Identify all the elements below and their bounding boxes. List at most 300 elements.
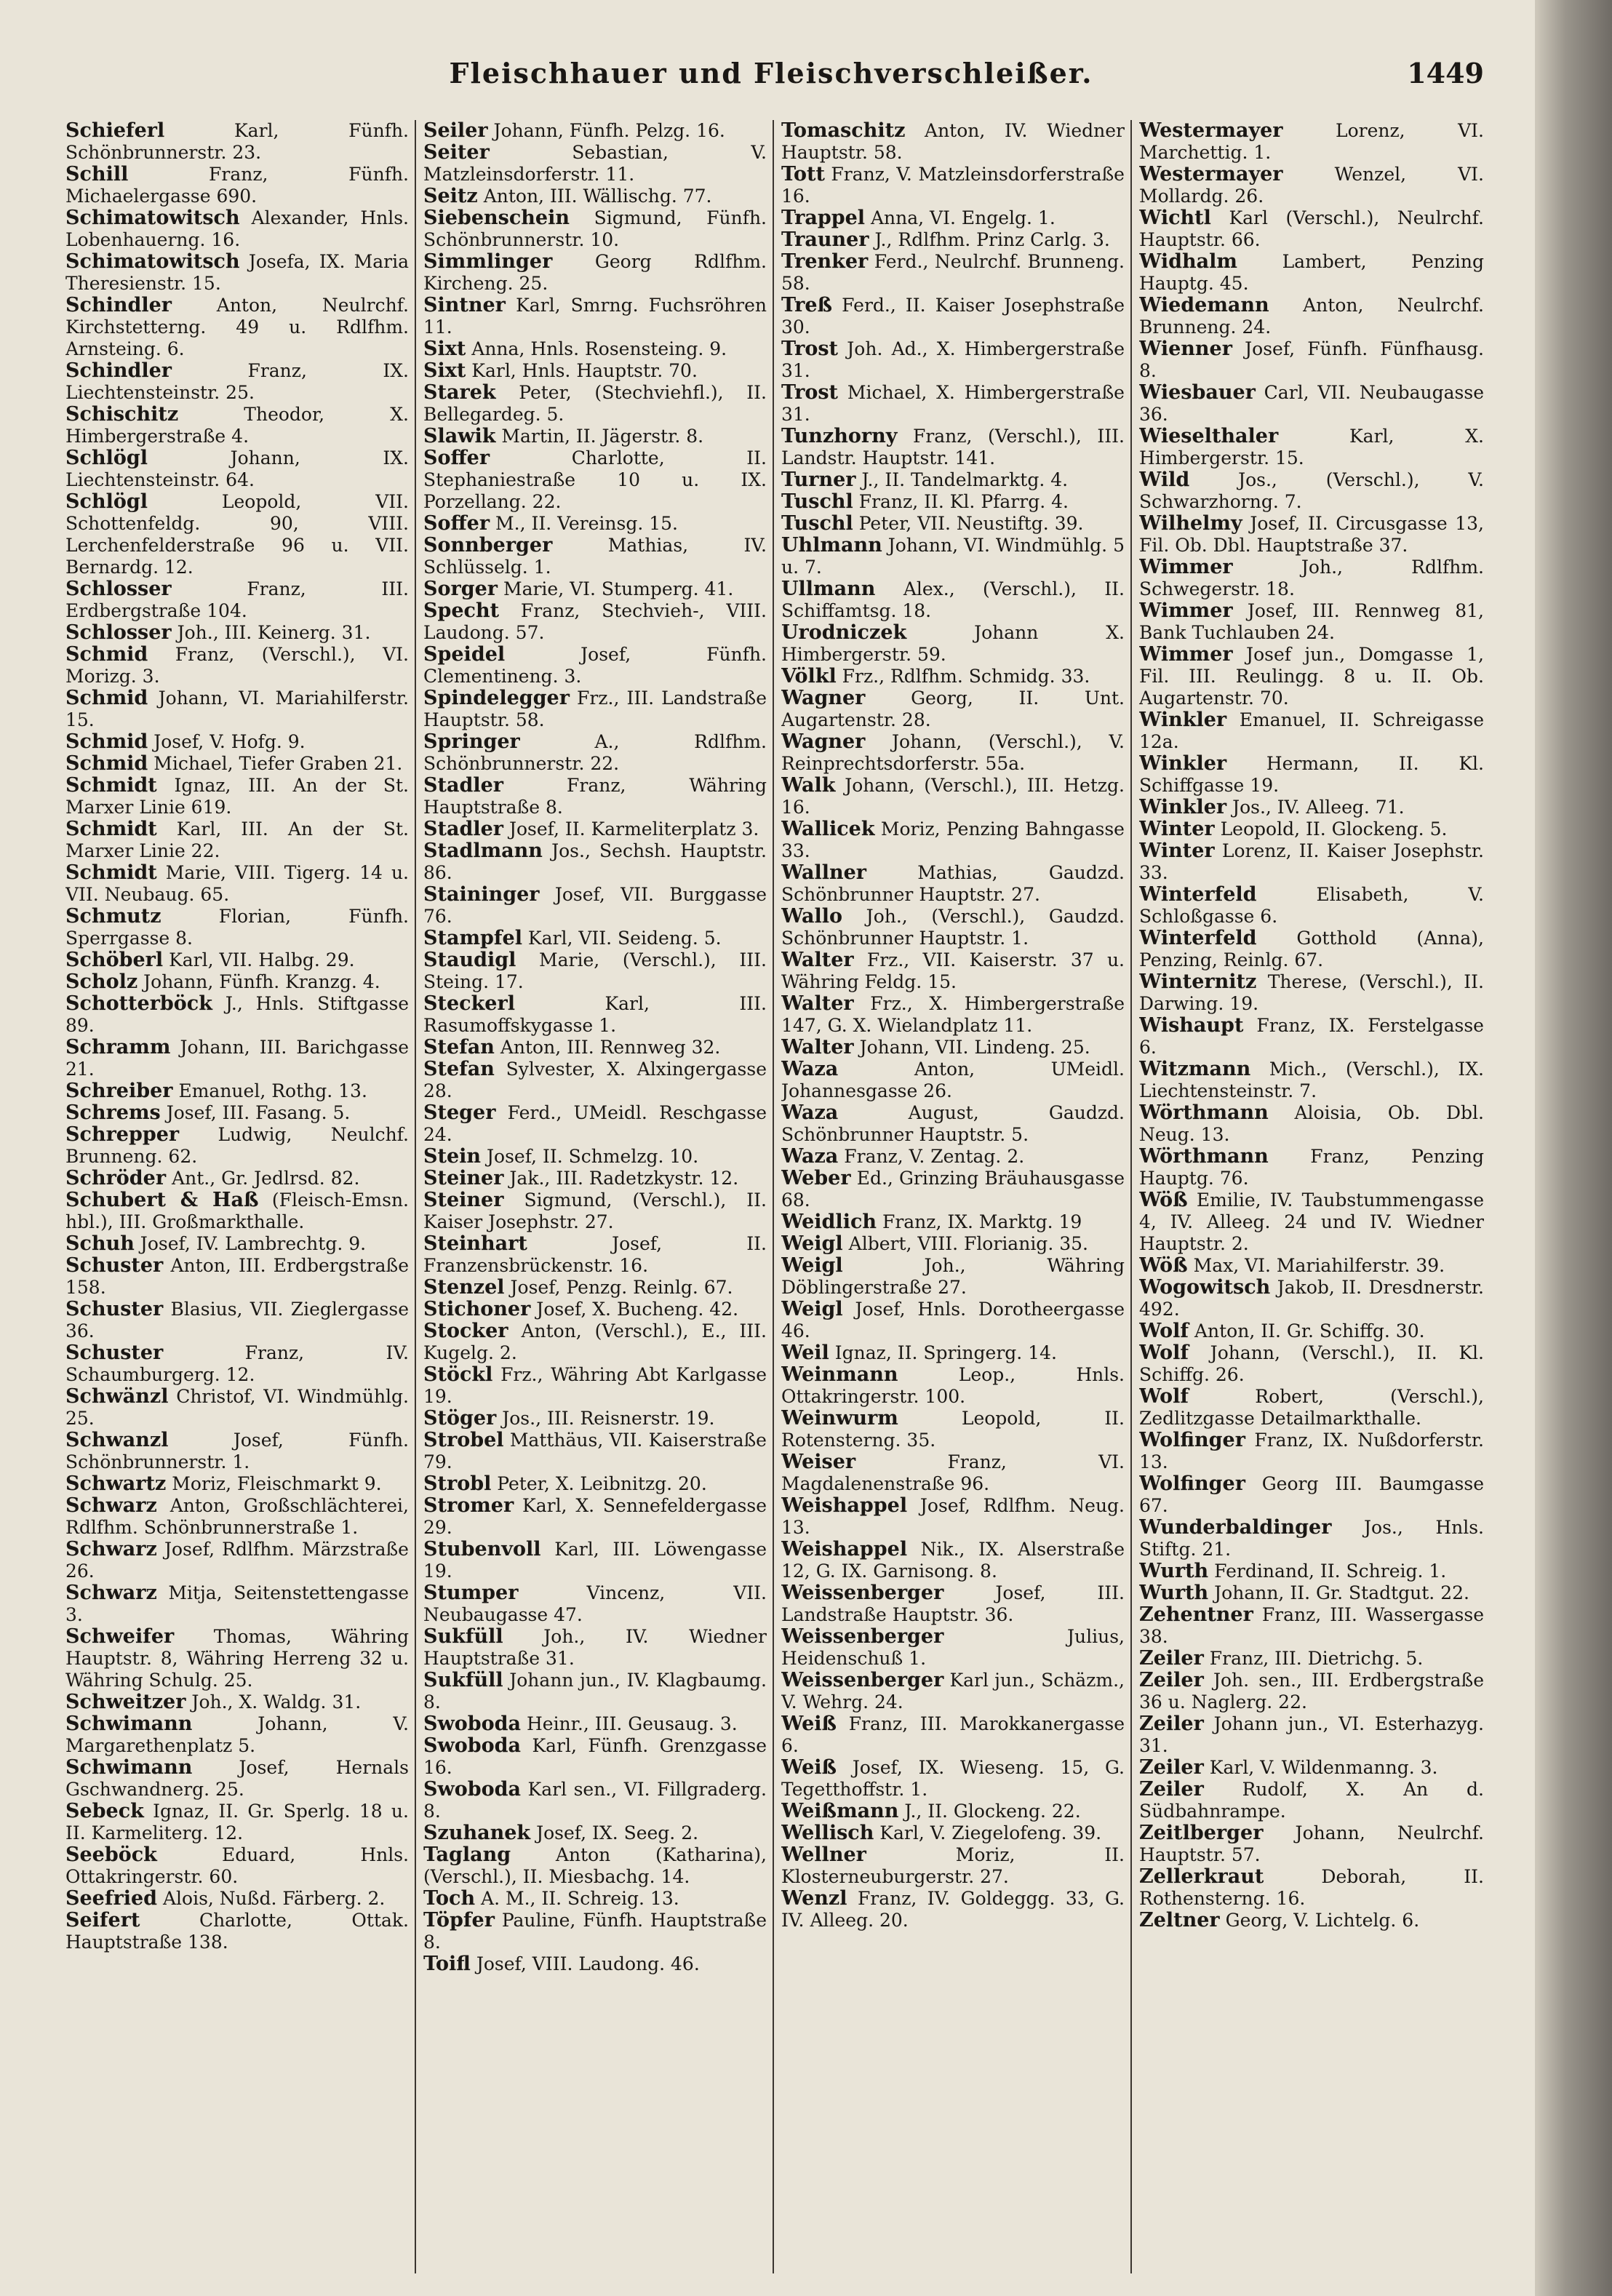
directory-entry	[65, 1080, 409, 1102]
directory-entry	[65, 207, 409, 251]
entry-surname: Trappel	[781, 207, 866, 229]
entry-details: Sigmund, Fünfh. Schönbrunnerstr. 10.	[423, 207, 767, 250]
entry-details: Josef, III. Fasang. 5.	[166, 1102, 351, 1123]
directory-entry	[423, 120, 767, 142]
entry-surname: Urodniczek	[781, 621, 907, 644]
directory-entry	[65, 360, 409, 404]
directory-entry	[781, 426, 1125, 469]
entry-surname: Stumper	[423, 1582, 519, 1604]
directory-entry	[1139, 164, 1484, 207]
entry-surname: Schwänzl	[65, 1385, 169, 1408]
entry-surname: Ullmann	[781, 578, 876, 600]
entry-surname: Wolfinger	[1139, 1429, 1245, 1451]
directory-entry	[781, 1364, 1125, 1408]
directory-entry	[1139, 1582, 1484, 1604]
directory-entry	[781, 1713, 1125, 1757]
entry-details: Lambert, Penzing Hauptg. 45.	[1139, 251, 1484, 294]
entry-surname: Wallo	[781, 905, 842, 928]
entry-details: Franz, IX. Nußdorferstr. 13.	[1139, 1430, 1484, 1472]
entry-surname: Schwanzl	[65, 1429, 169, 1451]
running-head: Fleischhauer und Fleischverschleißer.	[449, 57, 1093, 89]
entry-surname: Schuster	[65, 1254, 164, 1277]
entry-surname: Schuster	[65, 1298, 164, 1320]
entry-details: Karl, V. Wildenmanng. 3.	[1209, 1757, 1438, 1778]
entry-details: J., Hnls. Stiftgasse 89.	[65, 993, 410, 1036]
directory-entry	[1139, 1015, 1484, 1059]
entry-surname: Wolf	[1139, 1342, 1189, 1364]
directory-entry	[423, 1626, 767, 1670]
directory-entry	[423, 382, 767, 426]
directory-entry	[781, 578, 1125, 622]
directory-entry	[423, 1713, 767, 1735]
directory-entry	[781, 469, 1125, 491]
directory-entry	[1139, 295, 1484, 338]
directory-entry	[423, 1779, 767, 1822]
entry-details: Johann, (Verschl.), III. Hetzg. 16.	[781, 775, 1125, 818]
entry-surname: Spindelegger	[423, 687, 570, 709]
entry-surname: Steiner	[423, 1189, 504, 1211]
entry-surname: Treß	[781, 294, 833, 316]
entry-surname: Wogowitsch	[1139, 1276, 1271, 1299]
directory-entry	[423, 1364, 767, 1408]
directory-entry	[65, 971, 409, 993]
entry-surname: Schwimann	[65, 1756, 193, 1779]
directory-entry	[781, 295, 1125, 338]
entry-surname: Schill	[65, 163, 129, 186]
directory-entry	[781, 949, 1125, 993]
entry-surname: Stichoner	[423, 1298, 531, 1320]
entry-details: Franz, III. Dietrichg. 5.	[1209, 1648, 1424, 1669]
entry-details: Julius, Heidenschuß 1.	[781, 1626, 1125, 1669]
directory-entry	[423, 1735, 767, 1779]
entry-surname: Stöckl	[423, 1363, 493, 1386]
entry-details: Peter, (Stechviehfl.), II. Bellegardeg. 5.	[423, 382, 767, 425]
entry-surname: Wöß	[1139, 1189, 1188, 1211]
entry-surname: Scholz	[65, 970, 138, 993]
entry-details: Mathias, IV. Schlüsselg. 1.	[423, 535, 767, 578]
directory-entry	[1139, 251, 1484, 295]
entry-details: Georg, II. Unt. Augartenstr. 28.	[781, 687, 1125, 730]
entry-details: Anton, III. Erdbergstraße 158.	[65, 1255, 409, 1298]
entry-surname: Schmutz	[65, 905, 161, 928]
directory-entry	[423, 295, 767, 338]
entry-details: Ludwig, Neulchf. Brunneng. 62.	[65, 1124, 409, 1167]
entry-details: Anton, (Verschl.), E., III. Kugelg. 2.	[423, 1320, 767, 1363]
directory-entry	[65, 1888, 409, 1910]
entry-surname: Seeböck	[65, 1843, 157, 1866]
entry-details: Georg Rdlfhm. Kircheng. 25.	[423, 251, 767, 294]
entry-surname: Taglang	[423, 1843, 511, 1866]
entry-details: Franz, III. Erdbergstraße 104.	[65, 578, 409, 621]
entry-details: Josef, II. Schmelzg. 10.	[487, 1146, 699, 1167]
entry-surname: Zeitlberger	[1139, 1822, 1264, 1844]
entry-surname: Walter	[781, 1036, 854, 1059]
directory-entry	[423, 840, 767, 884]
entry-surname: Schmid	[65, 730, 148, 753]
entry-surname: Stadler	[423, 818, 504, 840]
directory-entry	[65, 818, 409, 862]
entry-surname: Zeiler	[1139, 1756, 1204, 1779]
entry-surname: Wiesbauer	[1139, 381, 1256, 404]
directory-entry	[65, 295, 409, 360]
entry-details: Peter, VII. Neustiftg. 39.	[858, 513, 1084, 534]
entry-surname: Weidlich	[781, 1211, 877, 1233]
entry-surname: Stadlmann	[423, 840, 543, 862]
entry-surname: Schmidt	[65, 861, 157, 884]
directory-entry	[1139, 884, 1484, 928]
entry-details: Johann X. Himbergerstr. 59.	[781, 622, 1125, 665]
entry-surname: Westermayer	[1139, 163, 1283, 186]
entry-details: Johann jun., VI. Esterhazyg. 31.	[1139, 1713, 1484, 1756]
directory-entry	[1139, 1910, 1484, 1932]
directory-entry	[781, 491, 1125, 513]
entry-details: Franz, V. Zentag. 2.	[844, 1146, 1025, 1167]
entry-details: Pauline, Fünfh. Hauptstraße 8.	[423, 1910, 767, 1953]
directory-entry	[781, 1233, 1125, 1255]
entry-surname: Schwimann	[65, 1713, 193, 1735]
entry-details: Marie, VIII. Tigerg. 14 u. VII. Neubaug. 65.	[65, 862, 409, 905]
directory-entry	[423, 251, 767, 295]
entry-surname: Wallner	[781, 861, 867, 884]
entry-surname: Steger	[423, 1101, 496, 1124]
entry-details: Mitja, Seitenstettengasse 3.	[65, 1582, 409, 1625]
entry-surname: Wurth	[1139, 1582, 1209, 1604]
directory-entry	[781, 1037, 1125, 1059]
entry-surname: Wellner	[781, 1843, 866, 1866]
entry-surname: Zellerkraut	[1139, 1865, 1264, 1888]
directory-entry	[1139, 1822, 1484, 1866]
entry-surname: Stöger	[423, 1407, 497, 1430]
directory-entry	[781, 251, 1125, 295]
directory-entry	[423, 1059, 767, 1102]
entry-surname: Tomaschitz	[781, 120, 906, 142]
directory-entry	[781, 775, 1125, 818]
entry-surname: Wieselthaler	[1139, 425, 1279, 447]
directory-entry	[423, 993, 767, 1037]
directory-entry	[781, 1801, 1125, 1822]
entry-surname: Weishappel	[781, 1494, 908, 1517]
directory-entry	[781, 1255, 1125, 1299]
entry-details: Georg III. Baumgasse 67.	[1139, 1473, 1485, 1516]
entry-details: Franz, IV. Goldeggg. 33, G. IV. Alleeg. 20.	[781, 1888, 1125, 1931]
directory-entry	[1139, 513, 1484, 557]
entry-surname: Winkler	[1139, 796, 1227, 818]
entry-details: Johann, VII. Lindeng. 25.	[859, 1037, 1090, 1058]
entry-details: Karl sen., VI. Fillgraderg. 8.	[423, 1779, 767, 1822]
entry-surname: Schweitzer	[65, 1691, 186, 1713]
directory-entry	[423, 426, 767, 447]
directory-entry	[781, 818, 1125, 862]
column-1	[65, 120, 416, 2273]
entry-details: Marie, (Verschl.), III. Steing. 17.	[423, 949, 767, 992]
entry-details: Johann, III. Barichgasse 21.	[65, 1037, 409, 1080]
directory-entry	[781, 622, 1125, 666]
directory-entry	[423, 928, 767, 949]
directory-entry	[781, 1168, 1125, 1211]
directory-entry	[423, 1320, 767, 1364]
directory-entry	[423, 884, 767, 928]
column-4	[1139, 120, 1490, 2273]
entry-details: Ferd., II. Kaiser Josephstraße 30.	[781, 295, 1125, 338]
entry-details: Franz, III. Wassergasse 38.	[1139, 1604, 1484, 1647]
entry-details: J., II. Glockeng. 22.	[904, 1801, 1081, 1822]
directory-entry	[65, 404, 409, 447]
entry-surname: Waza	[781, 1101, 839, 1124]
directory-entry	[1139, 1059, 1484, 1102]
entry-surname: Schlögl	[65, 447, 148, 469]
entry-details: Anton, Großschlächterei, Rdlfhm. Schönbrunnerstraße 1.	[65, 1495, 409, 1538]
entry-surname: Wellisch	[781, 1822, 874, 1844]
directory-entry	[1139, 1560, 1484, 1582]
entry-surname: Sorger	[423, 578, 498, 600]
entry-surname: Schischitz	[65, 403, 179, 426]
directory-entry	[1139, 338, 1484, 382]
entry-details: Leopold, II. Rotensterng. 35.	[781, 1408, 1125, 1451]
entry-details: Karl, VII. Seideng. 5.	[527, 928, 722, 949]
entry-details: Rudolf, X. An d. Südbahnrampe.	[1139, 1779, 1484, 1822]
directory-entry	[65, 775, 409, 818]
entry-surname: Schieferl	[65, 120, 165, 142]
entry-details: A., Rdlfhm. Schönbrunnerstr. 22.	[423, 731, 767, 774]
directory-entry	[65, 1168, 409, 1189]
entry-details: Charlotte, II. Stephaniestraße 10 u. IX. Porzellang. 22.	[423, 447, 767, 512]
directory-entry	[781, 687, 1125, 731]
directory-entry	[65, 1691, 409, 1713]
directory-entry	[781, 862, 1125, 906]
entry-surname: Stefan	[423, 1036, 495, 1059]
entry-details: Jak., III. Radetzkystr. 12.	[509, 1168, 739, 1189]
entry-details: J., Rdlfhm. Prinz Carlg. 3.	[874, 229, 1110, 250]
entry-details: Anton, Neulrchf. Brunneng. 24.	[1139, 295, 1484, 338]
entry-surname: Schmid	[65, 752, 148, 775]
entry-details: Anna, VI. Engelg. 1.	[871, 207, 1056, 228]
entry-details: Johann, (Verschl.), V. Reinprechtsdorferstr. 55a.	[781, 731, 1125, 774]
entry-details: Josef, Hernals Gschwandnerg. 25.	[65, 1757, 409, 1800]
directory-entry	[423, 644, 767, 687]
entry-surname: Zeiler	[1139, 1669, 1204, 1691]
entry-details: Karl, Hnls. Hauptstr. 70.	[471, 360, 698, 381]
directory-entry	[781, 1888, 1125, 1932]
entry-surname: Swoboda	[423, 1778, 522, 1801]
entry-surname: Schindler	[65, 294, 172, 316]
directory-entry	[423, 447, 767, 513]
entry-surname: Weiß	[781, 1756, 837, 1779]
entry-details: Alois, Nußd. Färberg. 2.	[162, 1888, 386, 1909]
entry-details: Josef, Hnls. Dorotheergasse 46.	[781, 1299, 1125, 1342]
entry-surname: Wolfinger	[1139, 1472, 1245, 1495]
entry-details: Christof, VI. Windmühlg. 25.	[65, 1386, 409, 1429]
entry-surname: Stubenvoll	[423, 1538, 541, 1560]
entry-surname: Turner	[781, 469, 856, 491]
entry-surname: Schwarz	[65, 1494, 157, 1517]
entry-surname: Steiner	[423, 1167, 504, 1189]
directory-entry	[781, 1626, 1125, 1670]
entry-surname: Schmid	[65, 687, 148, 709]
entry-details: Ferdinand, II. Schreig. 1.	[1214, 1560, 1447, 1582]
entry-surname: Weigl	[781, 1298, 843, 1320]
entry-surname: Swoboda	[423, 1734, 522, 1757]
entry-surname: Schröder	[65, 1167, 167, 1189]
entry-surname: Simmlinger	[423, 250, 553, 273]
entry-surname: Zeiler	[1139, 1647, 1204, 1670]
directory-entry	[423, 1888, 767, 1910]
entry-details: Josef, VIII. Laudong. 46.	[476, 1953, 700, 1974]
directory-entry	[65, 1342, 409, 1386]
entry-details: M., II. Vereinsg. 15.	[495, 513, 678, 534]
entry-details: Heinr., III. Geusaug. 3.	[526, 1713, 738, 1734]
entry-surname: Wilhelmy	[1139, 512, 1242, 535]
directory-entry	[65, 753, 409, 775]
entry-details: Joh., Währing Döblingerstraße 27.	[781, 1255, 1125, 1298]
entry-surname: Wolf	[1139, 1320, 1189, 1342]
entry-details: Deborah, II. Rothensterng. 16.	[1139, 1866, 1484, 1909]
entry-details: Franz, IX. Marktg. 19	[882, 1211, 1082, 1232]
entry-surname: Weigl	[781, 1232, 843, 1255]
entry-surname: Schmidt	[65, 818, 157, 840]
entry-surname: Wagner	[781, 730, 866, 753]
entry-details: Joh., (Verschl.), Gaudzd. Schönbrunner Hauptstr. 1.	[781, 906, 1125, 949]
entry-details: Karl, Smrng. Fuchsröhren 11.	[423, 295, 767, 338]
entry-surname: Schimatowitsch	[65, 250, 240, 273]
directory-entry	[65, 862, 409, 906]
entry-surname: Staininger	[423, 883, 540, 906]
directory-entry	[781, 1146, 1125, 1168]
entry-surname: Schwartz	[65, 1472, 167, 1495]
entry-details: Johann, Fünfh. Pelzg. 16.	[493, 120, 725, 141]
entry-details: Anton (Katharina), (Verschl.), II. Miesbachg. 14.	[423, 1844, 767, 1887]
entry-details: Ignaz, II. Gr. Sperlg. 18 u. II. Karmeliterg. 12.	[65, 1801, 409, 1843]
entry-surname: Szuhanek	[423, 1822, 531, 1844]
entry-details: Joh., Rdlfhm. Schwegerstr. 18.	[1139, 557, 1485, 599]
entry-surname: Stocker	[423, 1320, 508, 1342]
directory-entry	[1139, 797, 1484, 818]
entry-details: Leopold, II. Glockeng. 5.	[1220, 818, 1448, 840]
entry-details: Peter, X. Leibnitzg. 20.	[497, 1473, 707, 1494]
directory-entry	[423, 338, 767, 360]
entry-details: Emilie, IV. Taubstummengasse 4, IV. Alleeg. 24 und IV. Wiedner Hauptstr. 2.	[1139, 1189, 1484, 1254]
entry-surname: Weiß	[781, 1713, 837, 1735]
entry-surname: Weinmann	[781, 1363, 898, 1386]
entry-surname: Strobl	[423, 1472, 492, 1495]
entry-details: Anna, Hnls. Rosensteing. 9.	[471, 338, 727, 359]
directory-entry	[1139, 426, 1484, 469]
entry-details: August, Gaudzd. Schönbrunner Hauptstr. 5.	[781, 1102, 1125, 1145]
directory-entry	[423, 513, 767, 535]
entry-surname: Steckerl	[423, 992, 515, 1015]
entry-details: Josef, Fünfh. Fünfhausg. 8.	[1139, 338, 1484, 381]
entry-surname: Siebenschein	[423, 207, 570, 229]
entry-surname: Völkl	[781, 665, 837, 687]
entry-surname: Weinwurm	[781, 1407, 898, 1430]
entry-surname: Toch	[423, 1887, 476, 1910]
entry-surname: Schwarz	[65, 1538, 157, 1560]
entry-surname: Winkler	[1139, 709, 1227, 731]
entry-surname: Sixt	[423, 338, 466, 360]
entry-surname: Stefan	[423, 1058, 495, 1080]
entry-details: Karl, X. Sennefeldergasse 29.	[423, 1495, 767, 1538]
entry-details: Joh. Ad., X. Himbergerstraße 31.	[781, 338, 1125, 381]
entry-surname: Weigl	[781, 1254, 843, 1277]
directory-entry	[65, 578, 409, 622]
directory-entry	[1139, 971, 1484, 1015]
entry-surname: Soffer	[423, 447, 490, 469]
directory-entry	[423, 1277, 767, 1299]
directory-entry	[65, 1189, 409, 1233]
entry-details: Josef, Fünfh. Schönbrunnerstr. 1.	[65, 1430, 409, 1472]
entry-details: Johann, VI. Windmühlg. 5 u. 7.	[781, 535, 1125, 578]
entry-details: Alex., (Verschl.), II. Schiffamtsg. 18.	[781, 578, 1125, 621]
directory-entry	[65, 1124, 409, 1168]
directory-entry	[1139, 469, 1484, 513]
entry-surname: Winternitz	[1139, 970, 1257, 993]
entry-surname: Winter	[1139, 818, 1215, 840]
entry-surname: Schuh	[65, 1232, 135, 1255]
entry-surname: Töpfer	[423, 1909, 495, 1932]
directory-entry	[65, 1626, 409, 1691]
directory-entry	[423, 687, 767, 731]
directory-entry	[781, 1670, 1125, 1713]
entry-surname: Seiler	[423, 120, 488, 142]
directory-entry	[423, 535, 767, 578]
entry-details: Josef, III. Landstraße Hauptstr. 36.	[781, 1582, 1125, 1625]
directory-entry	[781, 1059, 1125, 1102]
entry-details: Frz., X. Himbergerstraße 147, G. X. Wielandplatz 11.	[781, 993, 1125, 1036]
entry-details: Josef, IV. Lambrechtg. 9.	[140, 1233, 367, 1254]
directory-entry	[1139, 1779, 1484, 1822]
entry-surname: Sixt	[423, 359, 466, 382]
entry-details: Jos., (Verschl.), V. Schwarzhorng. 7.	[1139, 469, 1484, 512]
directory-entry	[423, 1473, 767, 1495]
directory-entry	[65, 949, 409, 971]
directory-entry	[1139, 1517, 1484, 1560]
entry-details: Karl (Verschl.), Neulrchf. Hauptstr. 66.	[1139, 207, 1484, 250]
entry-details: Josefa, IX. Maria Theresienstr. 15.	[65, 251, 409, 294]
directory-entry	[65, 1233, 409, 1255]
entry-details: Thomas, Währing Hauptstr. 8, Währing Herreng 32 u. Währing Schulg. 25.	[65, 1626, 409, 1691]
entry-details: Robert, (Verschl.), Zedlitzgasse Detailmarkthalle.	[1139, 1386, 1484, 1429]
directory-entry	[65, 1713, 409, 1757]
directory-entry	[781, 338, 1125, 382]
entry-details: Frz., III. Landstraße Hauptstr. 58.	[423, 687, 767, 730]
directory-entry	[423, 1299, 767, 1320]
directory-entry	[65, 1495, 409, 1539]
directory-entry	[65, 164, 409, 207]
entry-details: Michael, Tiefer Graben 21.	[153, 753, 403, 774]
entry-surname: Zeltner	[1139, 1909, 1220, 1932]
entry-surname: Uhlmann	[781, 534, 882, 557]
entry-details: Sylvester, X. Alxingergasse 28.	[423, 1059, 767, 1101]
entry-surname: Winterfeld	[1139, 883, 1257, 906]
entry-surname: Tott	[781, 163, 825, 186]
entry-surname: Sonnberger	[423, 534, 553, 557]
entry-details: Jos., Hnls. Stiftg. 21.	[1139, 1517, 1485, 1560]
entry-surname: Staudigl	[423, 949, 516, 971]
directory-entry	[1139, 1670, 1484, 1713]
directory-entry	[423, 1146, 767, 1168]
directory-entry	[423, 186, 767, 207]
directory-entry	[1139, 840, 1484, 884]
entry-details: Karl jun., Schäzm., V. Wehrg. 24.	[781, 1670, 1125, 1713]
entry-details: Emanuel, II. Schreigasse 12a.	[1139, 709, 1484, 752]
entry-surname: Wallicek	[781, 818, 875, 840]
directory-entry	[423, 1539, 767, 1582]
directory-entry	[1139, 1386, 1484, 1430]
entry-surname: Walter	[781, 992, 854, 1015]
entry-surname: Schubert & Haß	[65, 1189, 259, 1211]
entry-details: Anton, Neulrchf. Kirchstetterng. 49 u. Rdlfhm. Arnsteing. 6.	[65, 295, 409, 359]
entry-surname: Schmidt	[65, 774, 157, 797]
entry-details: Franz, Penzing Hauptg. 76.	[1139, 1146, 1484, 1189]
